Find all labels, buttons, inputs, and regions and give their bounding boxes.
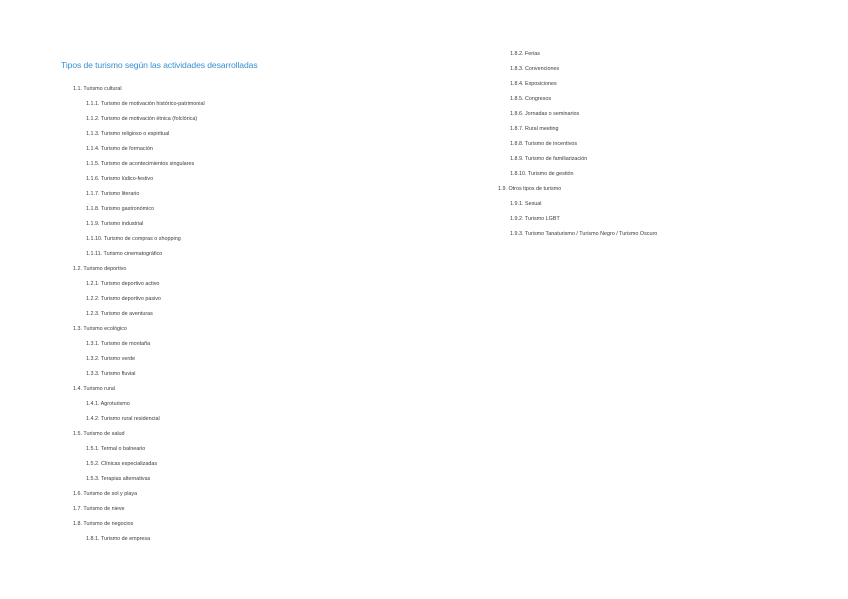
outline-section: 1.9. Otros tipos de turismo: [498, 186, 562, 192]
outline-subitem: 1.1.3. Turismo religioso o espiritual: [86, 131, 170, 137]
outline-section: 1.2. Turismo deportivo: [73, 266, 127, 272]
outline-subitem: 1.9.3. Turismo Tanaturismo / Turismo Negro / Turismo Oscuro: [510, 231, 658, 237]
outline-subitem: 1.1.11. Turismo cinematográfico: [86, 251, 163, 257]
outline-subitem: 1.2.1. Turismo deportivo activo: [86, 281, 160, 287]
outline-subitem: 1.8.5. Congresos: [510, 96, 552, 102]
outline-subitem: 1.8.2. Ferias: [510, 51, 540, 57]
page-title: Tipos de turismo según las actividades desarrolladas: [61, 60, 258, 70]
outline-subitem: 1.3.2. Turismo verde: [86, 356, 136, 362]
outline-subitem: 1.8.6. Jornadas o seminarios: [510, 111, 580, 117]
outline-section: 1.3. Turismo ecológico: [73, 326, 127, 332]
outline-subitem: 1.1.4. Turismo de formación: [86, 146, 153, 152]
outline-subitem: 1.1.10. Turismo de compras o shopping: [86, 236, 181, 242]
outline-subitem: 1.1.6. Turismo lúdico-festivo: [86, 176, 154, 182]
outline-subitem: 1.1.5. Turismo de acontecimientos singulares: [86, 161, 195, 167]
outline-subitem: 1.5.3. Terapias alternativas: [86, 476, 151, 482]
outline-section: 1.4. Turismo rural: [73, 386, 115, 392]
outline-subitem: 1.8.1. Turismo de empresa: [86, 536, 151, 542]
outline-subitem: 1.1.1. Turismo de motivación histórico-patrimonial: [86, 101, 205, 107]
outline-section: 1.8. Turismo de negocios: [73, 521, 134, 527]
outline-subitem: 1.2.3. Turismo de aventuras: [86, 311, 153, 317]
outline-subitem: 1.1.9. Turismo industrial: [86, 221, 144, 227]
outline-subitem: 1.9.1. Sexual: [510, 201, 542, 207]
outline-subitem: 1.8.3. Convenciones: [510, 66, 560, 72]
outline-subitem: 1.8.7. Rural meeting: [510, 126, 559, 132]
outline-subitem: 1.4.1. Agroturismo: [86, 401, 130, 407]
outline-subitem: 1.5.2. Clínicas especializadas: [86, 461, 158, 467]
outline-subitem: 1.1.2. Turismo de motivación étnica (folclórica): [86, 116, 198, 122]
outline-subitem: 1.8.10. Turismo de gestión: [510, 171, 574, 177]
outline-section: 1.6. Turismo de sol y playa: [73, 491, 138, 497]
outline-subitem: 1.4.2. Turismo rural residencial: [86, 416, 160, 422]
outline-subitem: 1.8.9. Turismo de familiarización: [510, 156, 588, 162]
outline-section: 1.7. Turismo de nieve: [73, 506, 125, 512]
outline-subitem: 1.8.8. Turismo de incentivos: [510, 141, 578, 147]
outline-subitem: 1.3.1. Turismo de montaña: [86, 341, 151, 347]
outline-section: 1.5. Turismo de salud: [73, 431, 125, 437]
outline-subitem: 1.8.4. Exposiciones: [510, 81, 557, 87]
outline-subitem: 1.1.8. Turismo gastronómico: [86, 206, 155, 212]
outline-subitem: 1.5.1. Termal o balneario: [86, 446, 146, 452]
outline-subitem: 1.3.3. Turismo fluvial: [86, 371, 136, 377]
outline-subitem: 1.2.2. Turismo deportivo pasivo: [86, 296, 161, 302]
outline-section: 1.1. Turismo cultural: [73, 86, 122, 92]
outline-subitem: 1.9.2. Turismo LGBT: [510, 216, 560, 222]
outline-subitem: 1.1.7. Turismo literario: [86, 191, 140, 197]
